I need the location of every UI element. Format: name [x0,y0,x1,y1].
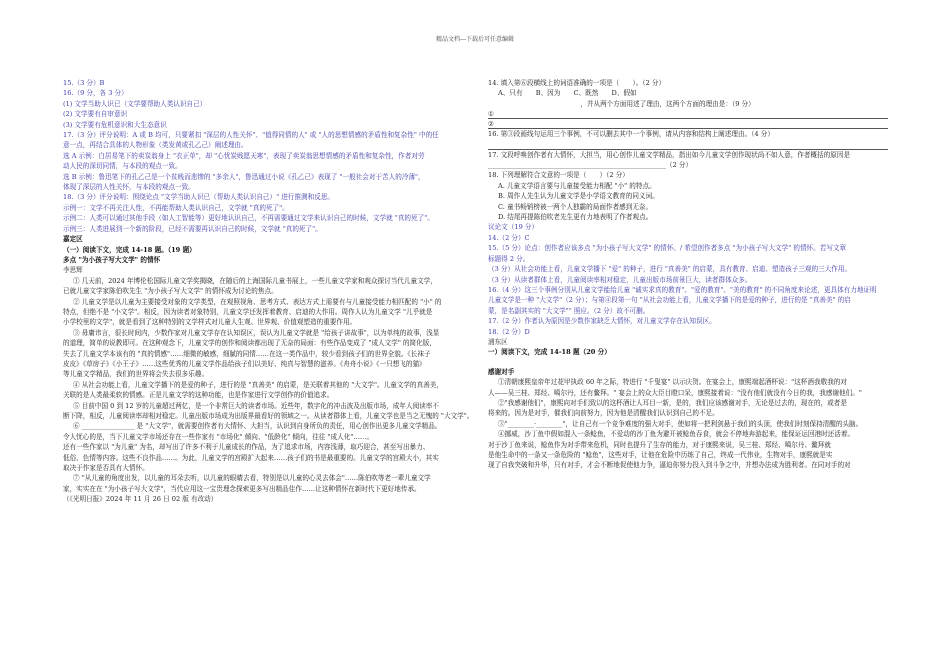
left-text-line: 已就儿童文学家陈伯吹先生 "为小孩子写大文学" 的情怀成为讨论的焦点。 [63,287,278,296]
left-text-line: ① 几天前，2024 年博伦松国际儿童文学奖揭晓，在随后的上海国际儿童书展上，一些儿童文学家和观众探讨当代儿童文学， [73,276,437,285]
right-text-line: 儿童文学是一种 "大文学"（2 分）；与第④段第一句 "从社会功能上看，儿童文学播下的是爱的种子，进行的是 "真善美" 的启 [488,296,851,305]
right-text-line: D. 结尾再提陈伯吹老先生更有力地表明了作者观点。 [498,213,653,222]
right-text-line: 14.（2 分）C [488,233,530,242]
left-column [63,78,473,505]
right-text-line: ①清朝康熙皇帝年过花甲执政 60 年之际，特进行 "千叟宴" 以示庆贺。在宴会上，康熙端起酒杯说："这杯酒我敬我的对 [498,378,847,387]
left-text-line: ④ 从社会功能上看，儿童文学播下的是爱的种子，进行的是 "真善美" 的启蒙，是关联着其他的 "大文学"。儿童文学的真善美， [73,380,443,389]
right-text-line: ① [488,109,888,119]
right-text-line: 蒙，是名副其实的 "大文学"" 照应。（2 分）故不可删。 [488,306,650,315]
left-text-line: 关联的是人类最柔软的情感。正是儿童文学的这种功能，也是作家进行文学创作的价值追求。 [63,391,334,400]
right-text-line: ______________________________________________________（2 分） [488,161,693,170]
right-text-line: 18. 下列理解符合文意的一项是（ ）（2 分） [488,171,629,180]
left-text-line: 体现了深层的人性关怀，与本段的观点一致。 [63,183,195,192]
right-text-line [488,358,896,367]
right-text-line: 一）阅读下文，完成 14-18 题（20 分） [488,348,611,357]
left-text-line: 取决于作家是否具有大情怀。 [63,464,149,473]
left-text-line: 的道理，简单的说教即可。在这种观念下，儿童文学的创作和阅读都出现了无奈的局面：有些作品变成了 "成人文学" 的简化版， [63,339,436,348]
right-text-line: 15.（5 分）论点：创作者应该多点 "为小孩子写大文学" 的情怀。/ 希望创作者多点 "为小孩子写大文学" 的情怀。若写文章 [488,244,847,253]
right-text-line: A. 儿童文学语言要与儿童接受能力相配 "小" 的特点。 [498,181,656,190]
left-text-line: 示例三：人类进展到一个新的阶段，已经不需要再认识自己的时候，文学就 "真的死了"。 [63,224,322,233]
right-column [488,78,896,471]
right-text-line: 人——吴三桂、郑经、噶尔丹，还有鳌拜。" 宴会上的众大臣目瞪口呆，康熙接着说："没有他们就没有今日的我，我感谢他们。" [488,388,862,397]
right-text-line: 感谢对手 [488,367,515,376]
right-text-line: 16.（4 分）这三个事例分别从儿童文学能给儿童 "诚实求真的教育"、"爱的教育"、"美的教育" 的不同角度来论述，更具体有力地证明 [488,285,877,294]
left-text-line: (3) 文学要有危机意识和大生态意识 [63,120,167,129]
left-text-line: 选 A 示例：白居易笔下的卖炭翁身上 "衣正单"，却 "心忧炭贱愿天寒"，表现了卖炭翁思想情感的矛盾性和复杂性，作者对劳 [63,151,425,160]
left-text-line: 嘉定区 [63,235,83,244]
right-text-line: C. 童书畅销榜被一两个人独霸的局面作者感到无奈。 [498,202,653,211]
left-text-line: 令人忧心的是，当下儿童文学市场还存在一些作家有 "市场化" 倾向、"低龄化" 倾向，往往 "成人化"……。 [63,432,374,441]
left-text-line: ③ 毋庸讳言，很长时间内，少数作家对儿童文学存在认知误区，误认为儿童文学就是 "给孩子讲故事"，以为单纯的故事，浅显 [73,328,440,337]
page-header: 精品文档---下载后可任意编辑 [435,36,515,43]
left-text-line: 断下降，相反，儿童阅读率却相对稳定。儿童出版市场成为出版界最看好的领域之一。从读者群体上看，儿童文学也是当之无愧的 "大文学"。 [63,412,473,420]
left-text-line: ⑦ "从儿童的角度出发，以儿童的耳朵去听，以儿童的眼睛去看，特别是以儿童的心灵去体会"……陈伯吹等老一辈儿童文学 [73,474,431,483]
left-text-line: 18.（3 分）评分说明：围绕论点 "文学当助人识已（帮助人类认识自己）" 进行推测和反思。 [63,193,335,202]
right-text-line: 浦东区 [488,337,508,346]
right-text-line: 议论文（19 分） [488,223,539,232]
right-text-line: （3 分）从读者群体上看，儿童阅读率相对稳定，儿童出版市场前景巨大，读者群体众多。 [488,275,752,284]
left-text-line: 特点，但绝不是 "小文学"。相反，因为读者对象特别，儿童文学还发挥着教育、启迪的大作用。周作人认为儿童文学 "儿乎就是 [63,307,433,316]
right-text-line: 将来的。因为是对手，催我们向前努力，因为他是清醒我们认识到自己的不足。 [488,409,719,418]
right-text-line: ③"________·________"，让自己有一个竞争难度的强大对手，使如将一把利剑悬于我们的头顶，使我们时刻保持清醒的头脑。 [498,419,863,428]
left-text-line: 16.（9 分，各 3 分） [63,89,128,98]
left-text-line: 皮皮》《草房子》《小王子》……这些优秀的儿童文学作品给孩子们以美好、纯真与智慧的滋养。《舟舟小说》《一只想飞的猫》 [63,359,426,368]
right-text-line: ②"我感谢他们"，康熙向对手们致以的这杯酒让人耳目一新，是的，我们应该感谢对手，无论是过去的，现在的，或者是 [498,398,847,407]
left-text-line: 动人民的深切同情，与本段的观点一致。 [63,162,182,171]
left-text-line: 示例一：文学不再关注人性，不再能帮助人类认识自己，文学就 "真的死了"。 [63,203,289,212]
right-text-line: （3 分）从社会功能上看，儿童文学播下 "爱" 的种子，进行 "真善美" 的启蒙，具有教育、启迪、塑造孩子三观的三大作用。 [488,265,852,274]
left-text-line: 17.（3 分）评分说明：A 或 B 均可，只要紧扣 "深层的人性关怀"、"值得同情的人" 或 "人的思想情感的矛盾性和复杂性" 中的任 [63,131,439,140]
right-text-line: 17. 文段呼唤创作者有大情怀，大担当，用心创作儿童文学精品，指出如今儿童文学创作现状尚不如人意，作者概括的原因是 [488,150,851,159]
right-text-line [488,140,888,150]
left-text-line: 多点 "为小孩子写大文学" 的情怀 [63,255,161,264]
left-text-line: 失去了儿童文学本该有的 "真的情感"……细微的敏感，细腻的同情……在这一类作品中，较少看到孩子们的世界全貌。《长袜子 [63,349,431,358]
right-text-line: 标题得 2 分。 [488,254,530,263]
left-text-line: (1) 文学当助人识已（文学要帮助人类认识自己） [63,99,207,108]
right-text-line: ，并从两个方面用述了理由，这两个方面的理由是：（9 分） [488,99,755,108]
right-text-line: ② [488,119,888,129]
left-text-line: 小学校里的文学"，就是看到了这种特别的文学样式对儿童人生观、世界观、价值观塑造的重要作用。 [63,318,357,327]
left-text-line: 示例二：人类可以通过其他手段（如人工智能等）更好地认识自己，不再需要通过文学来认识自己的时候，文学就 "真的死了"。 [63,214,434,223]
left-text-line: 还有一些作家以 "为儿童" 为名，却写出了许多不利于儿童成长的作品，为了追求市场，内容浅薄，取巧迎合，甚至写出暴力、 [63,443,430,452]
right-text-line: 18.（2 分）D [488,327,530,336]
right-text-line: ④挪威，沙丁鱼中假如混入一条鲶鱼，不爱动的沙丁鱼为避开被鲶鱼吞食，就会不停地奔游起来，能保证运回港时还活着。 [498,430,855,439]
right-text-line: 是他生命中的一条又一条危险的 "鲶鱼"，这些对手，让他在危险中历练了自己，终成一代伟业，生物对手，康熙就是实 [488,451,833,459]
right-text-line: 现了自我突破和升华，只有对手，才会不断地促使他力争，逼迫你努力投入到斗争之中，并想办法成为胜利者。在同对手的对 [488,461,851,470]
left-text-line: 李思辉 [63,266,83,275]
left-text-line: ⑥ ________________ 是 "大文学"，就需要创作者有大情怀、大担当，认识到自身所负的责任，用心创作出更多儿童文学精品。 [73,422,442,431]
left-text-line: （《光明日报》2024 年 11 月 26 日 02 版 有改动） [63,495,218,504]
left-text-line: 低俗、色情等内容。这些不良作品……。为此，儿童文学的宫殿扩大起来……孩子们的书是最重要的。儿童文学的宫殿大小，其实 [63,453,439,462]
left-text-line: 家，实实在在 "为小孩子写大文学"，当代应用这一宝贵理念探索更多写出精品佳作……让这种情怀在新时代下更好地传承。 [63,484,421,493]
left-text-line: 意一点，再结合具体的人物形象（类发黄或孔乙己）阐述理由。 [63,141,248,150]
right-text-line: A、只有 B、因为 C、既然 D、假如 [498,89,637,98]
left-text-line: （一）阅读下文，完成 14-18 题。（19 题） [63,245,196,254]
left-text-line: 15.（3 分）B [63,79,105,87]
left-text-line: ⑤ 目前中国 0 到 12 岁的儿童超过两亿，是一个非常巨大的读者市场。近些年，数字化的冲击波及出版市场，成年人阅读率不 [73,401,439,410]
left-text-line: 选 B 示例：鲁迅笔下的孔乙己是一个贫贱而悲惨的 "多余人"，鲁迅通过小说《孔乙己》表现了 "一般社会对于苦人的冷薄"， [63,172,425,181]
right-text-line: B. 周作人先生认为儿童文学是小学语文教育的同义词。 [498,192,659,201]
right-text-line: 17.（2 分）作者认为原因是少数作家缺乏大情怀，对儿童文学存在认知误区。 [488,317,716,326]
left-text-line: 等儿童文学精品，我们的世界将会失去很多乐趣。 [63,370,209,379]
left-text-line: (2) 文学要有自审意识 [63,110,128,119]
right-text-line: 16. 第③段画线句运用三个事例，不可以删去其中一个事例，请从内容和结构上阐述理由。（4 分） [488,130,774,139]
right-text-line: 14. 填入第⑥段横线上的词语准确的一项是（ ）。（2 分） [488,79,666,87]
left-text-line: ② 儿童文学是以儿童为主要接受对象的文学类型，在观照视角、思考方式、表达方式上需要有与儿童接受能力相匹配的 "小" 的 [73,297,442,306]
right-text-line: 对于沙丁鱼来说，鲶鱼作为对手带来危机，同时也提升了生存的能力，对于康熙来说，吴三桂、郑经、噶尔丹、鳌拜就 [488,440,831,449]
